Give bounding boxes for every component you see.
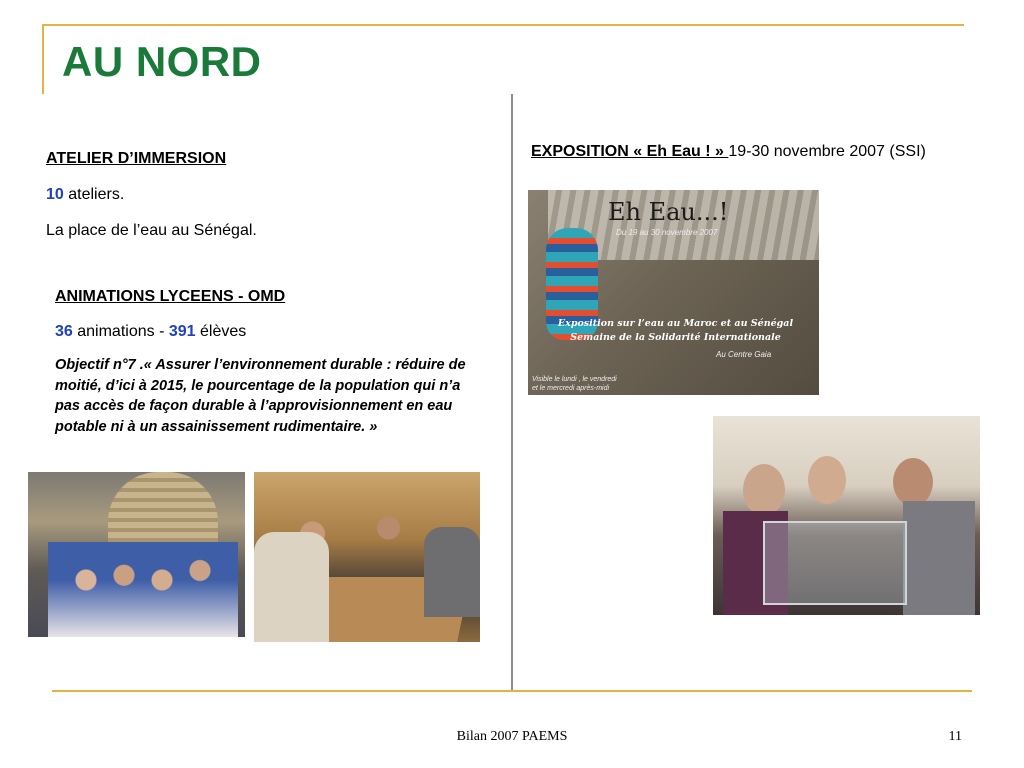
bottom-rule (52, 690, 972, 692)
footer-text: Bilan 2007 PAEMS (456, 729, 568, 744)
top-rule (42, 24, 964, 26)
poster-title: Eh Eau...! (608, 198, 729, 226)
page-number: 11 (948, 729, 962, 744)
photo-element (893, 458, 933, 506)
animations-heading: ANIMATIONS LYCEENS - OMD (55, 288, 286, 305)
students-label: élèves (195, 323, 247, 340)
photo-element (254, 532, 329, 642)
animations-count: 36 (55, 323, 73, 340)
photo-element (48, 542, 238, 637)
photo-element (763, 521, 907, 605)
left-rule (42, 24, 44, 94)
atelier-count: 10 (46, 186, 64, 203)
poster-line2: Semaine de la Solidarité Internationale (570, 332, 781, 343)
column-divider (511, 94, 513, 690)
exposition-dates: 19-30 novembre 2007 (SSI) (728, 143, 926, 160)
atelier-count-line (46, 186, 124, 204)
animations-count-line (55, 323, 246, 341)
students-count: 391 (168, 323, 196, 340)
photo-students-table (254, 472, 480, 642)
photo-element (808, 456, 846, 504)
poster-visit: Visible le lundi , le vendredi (532, 376, 617, 383)
poster-date: Du 19 au 30 novembre 2007 (616, 228, 718, 237)
photo-element (743, 464, 785, 516)
animations-count-label: animations - (72, 323, 169, 340)
photo-element (424, 527, 480, 617)
photo-exhibition-visitors (713, 416, 980, 615)
poster-visit2: et le mercredi après-midi (532, 385, 610, 392)
exposition-line (531, 143, 926, 161)
atelier-subtitle: La place de l’eau au Sénégal. (46, 222, 257, 239)
exposition-poster (528, 190, 819, 395)
photo-element (903, 501, 975, 615)
atelier-count-label: ateliers. (63, 186, 125, 203)
objectif-text: Objectif n°7 .« Assurer l’environnement durable : réduire de moitié, d’ici à 2015, le pourcentage de la population qui n’a pas accès de façon durable à l’approvisionnement en eau potable ni à un assainissement rudimentaire. » (55, 357, 466, 435)
photo-students-group (28, 472, 245, 637)
slide-title: AU NORD (62, 38, 262, 85)
poster-line1: Exposition sur l’eau au Maroc et au Sénégal (557, 318, 794, 329)
poster-venue: Au Centre Gaia (716, 350, 772, 359)
atelier-heading: ATELIER D’IMMERSION (46, 150, 227, 167)
exposition-heading: EXPOSITION « Eh Eau ! » (531, 143, 729, 160)
